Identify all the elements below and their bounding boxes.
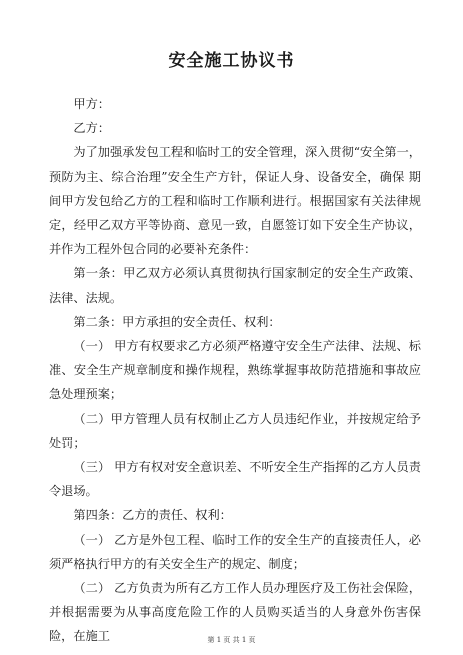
paragraph-article-4-item-2: （二） 乙方负责为所有乙方工作人员办理医疗及工伤社会保险，并根据需要为从事高度危险工作的人员购买适当的人身意外伤害保险，在施工: [49, 581, 421, 644]
page-footer: 第 1 页 共 1 页: [207, 636, 256, 644]
paragraph-party-b: 乙方：: [73, 121, 110, 136]
paragraph-article-4-item-1: （一） 乙方是外包工程、临时工作的安全生产的直接责任人，必须严格执行甲方的有关安全生产的规定、制度；: [49, 532, 421, 571]
document-title: 安全施工协议书: [168, 51, 295, 71]
paragraph-party-a: 甲方：: [73, 97, 110, 111]
paragraph-article-2-item-2: （二）甲方管理人员有权制止乙方人员违纪作业，并按规定给予处罚；: [49, 411, 421, 450]
paragraph-article-2: 第二条：甲方承担的安全责任、权利：: [73, 314, 281, 329]
paragraph-article-2-item-3: （三） 甲方有权对安全意识差、不听安全生产指挥的乙方人员责令退场。: [49, 460, 421, 499]
paragraph-preamble: 为了加强承发包工程和临时工的安全管理，深入贯彻“安全第一，预防为主、综合治理”安全生产方针，保证人身、设备安全，确保 期间甲方发包给乙方的工程和临时工作顺利进行。根据国家有关法律规定，经甲乙双方平等协商、意见一致，自愿签订如下安全生产协议，并作为工程外包合同的必要补充条件：: [49, 145, 421, 257]
paragraph-article-2-item-1: （一） 甲方有权要求乙方必须严格遵守安全生产法律、法规、标准、安全生产规章制度和操作规程，熟练掌握事故防范措施和事故应急处理预案；: [49, 339, 421, 402]
document-body: [49, 92, 421, 649]
paragraph-article-1: 第一条：甲乙双方必须认真贯彻执行国家制定的安全生产政策、法律、法规。: [49, 266, 421, 305]
paragraph-article-4: 第四条：乙方的责任、权利：: [73, 508, 232, 523]
